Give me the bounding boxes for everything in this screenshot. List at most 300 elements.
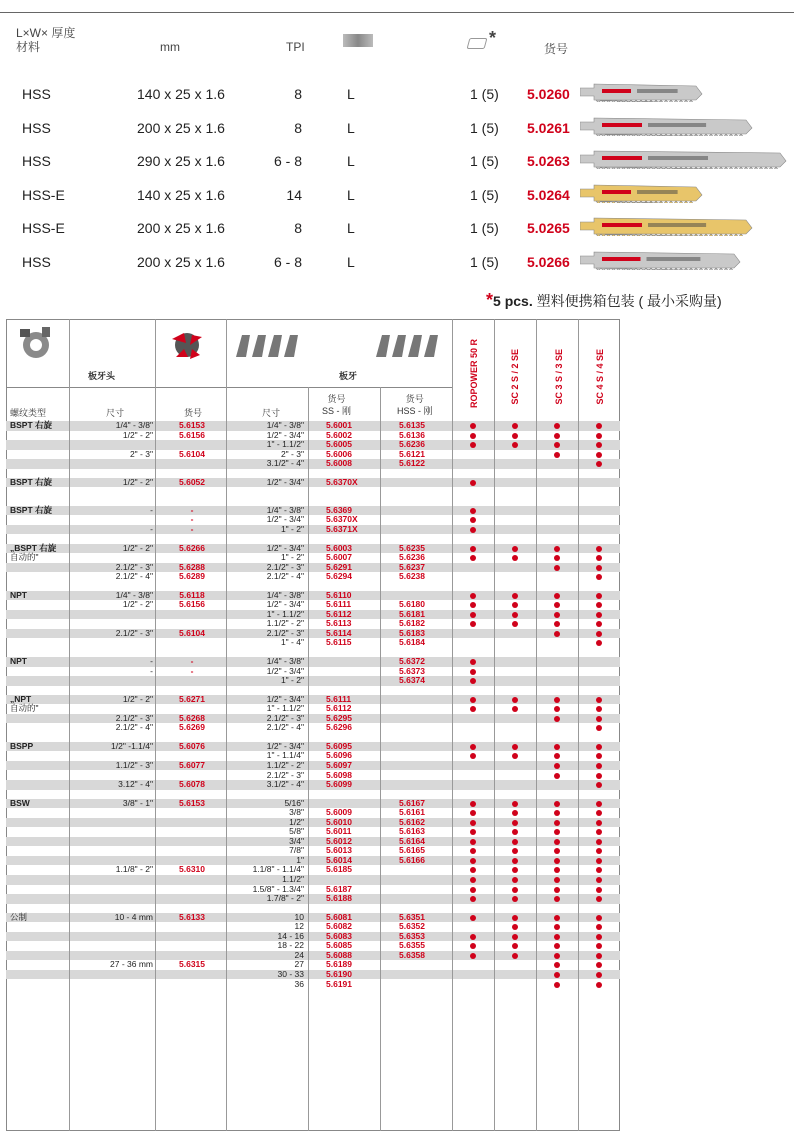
compat-dot (554, 887, 560, 893)
cell-a1: 5.6268 (179, 712, 205, 723)
cell-a3: 5.6165 (399, 845, 425, 856)
compat-dot (470, 820, 476, 826)
compat-dot (596, 953, 602, 959)
cell-a2: 5.6012 (326, 835, 352, 846)
compat-dot (554, 555, 560, 561)
compat-dot (554, 565, 560, 571)
cell-s2: 1/2" - 3/4" (266, 599, 304, 610)
blade-article: 5.0265 (527, 220, 570, 236)
compat-dot (596, 982, 602, 988)
compat-dot (512, 839, 518, 845)
compat-dot (470, 801, 476, 807)
compat-dot (596, 461, 602, 467)
cell-a3: 5.6353 (399, 930, 425, 941)
table-row (6, 676, 620, 686)
col-line (452, 319, 453, 1131)
cell-g: 自动的" (10, 552, 39, 563)
compat-dot (596, 763, 602, 769)
cell-s1: 1/2" -1.1/4" (111, 740, 153, 751)
table-row (6, 619, 620, 629)
cell-s2: 2.1/2" - 4" (266, 722, 304, 733)
cell-a1: - (190, 665, 194, 676)
cell-s2: 1/2" - 3/4" (266, 693, 304, 704)
table-row (6, 421, 620, 431)
compat-dot (596, 753, 602, 759)
cell-a2: 5.6005 (326, 439, 352, 450)
table-row (6, 894, 620, 904)
blade-material: HSS-E (22, 186, 65, 203)
cell-s2: 1.1/2" - 2" (266, 759, 304, 770)
cell-a2: 5.6113 (326, 618, 352, 629)
cell-a2: 5.6009 (326, 807, 352, 818)
blade-material: HSS (22, 86, 51, 102)
blade-letter: L (347, 153, 355, 169)
table-row (6, 799, 620, 809)
compat-dot (554, 753, 560, 759)
blade-tpi: 14 (286, 186, 302, 203)
blade-pack: 1 (5) (470, 86, 499, 102)
table-row (6, 459, 620, 469)
cell-a2: 5.6014 (326, 854, 352, 865)
cell-a2: 5.6295 (326, 712, 352, 723)
cell-a2: 5.6111 (326, 599, 352, 610)
cell-a3: 5.6167 (399, 797, 425, 808)
cell-s2: 1/2" - 3/4" (266, 542, 304, 553)
compat-dot (470, 934, 476, 940)
compat-dot (512, 744, 518, 750)
compat-dot (512, 612, 518, 618)
table-row (6, 761, 620, 771)
size2-header: 尺寸 (262, 408, 281, 418)
cell-s2: 1" (296, 854, 304, 865)
compat-dot (512, 858, 518, 864)
compat-dot (470, 433, 476, 439)
blade-article: 5.0260 (527, 86, 570, 102)
compat-dot (512, 810, 518, 816)
compat-dot (596, 546, 602, 552)
cell-s2: 1/4" - 3/8" (266, 504, 304, 515)
blade-pack: 1 (5) (470, 186, 499, 203)
cell-s2: 2.1/2" - 3" (266, 712, 304, 723)
compat-dot (470, 442, 476, 448)
compat-dot (596, 773, 602, 779)
blade-dims: 290 x 25 x 1.6 (137, 153, 225, 169)
table-row (6, 572, 620, 582)
compat-dot (470, 508, 476, 514)
compat-dot (554, 829, 560, 835)
blade-material: HSS (22, 153, 51, 169)
compat-dot (596, 612, 602, 618)
footnote-star: * (486, 290, 494, 310)
cell-a1: 5.6104 (179, 627, 205, 638)
cell-a3: 5.6180 (399, 599, 425, 610)
cell-a3: 5.6136 (399, 429, 425, 440)
header-tpi: TPI (286, 40, 305, 54)
col-line (536, 319, 537, 1131)
table-row (6, 856, 620, 866)
blade-letter: L (347, 186, 355, 203)
blade-tpi: 6 - 8 (273, 253, 302, 270)
cell-a2: 5.6002 (326, 429, 352, 440)
saw-blade-icon (580, 250, 742, 270)
cell-s1: 27 - 36 mm (110, 959, 153, 970)
cell-s2: 24 (294, 949, 304, 960)
cell-a3: 5.6135 (399, 420, 425, 430)
cell-a3: 5.6355 (399, 940, 425, 951)
compat-dot (554, 982, 560, 988)
compat-dot (554, 621, 560, 627)
table-row (6, 780, 620, 790)
cell-s2: 1.1/8" - 1.1/4" (252, 864, 304, 875)
table-row (6, 922, 620, 932)
cell-g: „NPT (10, 693, 32, 704)
cell-a3: 5.6161 (399, 807, 425, 818)
blade-pack: 1 (5) (470, 153, 499, 169)
compat-dot (554, 972, 560, 978)
cell-a3: 5.6373 (399, 665, 425, 676)
col-line (69, 319, 70, 1131)
machine-sc3: SC 3 S / 3 SE (554, 349, 564, 405)
compat-dot (470, 887, 476, 893)
cell-s1: 2.1/2" - 4" (115, 571, 153, 582)
cell-a2: 5.6294 (326, 571, 352, 582)
cell-a3: 5.6236 (399, 439, 425, 450)
dies-label: 板牙 (339, 371, 358, 381)
cell-a3: 5.6372 (399, 656, 425, 666)
header-mm: mm (160, 40, 180, 54)
cell-s2: 1/4" - 3/8" (266, 589, 304, 600)
compat-dot (512, 896, 518, 902)
compat-dot (470, 953, 476, 959)
compat-dot (512, 943, 518, 949)
cell-g: NPT (10, 656, 27, 666)
cell-a2: 5.6088 (326, 949, 352, 960)
compat-dot (470, 943, 476, 949)
cell-a3: 5.6236 (399, 552, 425, 563)
cell-s2: 14 - 16 (277, 930, 304, 941)
cell-s2: 2.1/2" - 3" (266, 769, 304, 780)
table-row (6, 808, 620, 818)
compat-dot (554, 763, 560, 769)
table-row (6, 704, 620, 714)
article-ss-header: 货号 SS - 刚 (322, 394, 352, 416)
compat-dot (596, 565, 602, 571)
cell-s2: 27 (294, 959, 304, 970)
compat-dot (596, 442, 602, 448)
cell-g: BSPT 右旋 (10, 420, 53, 430)
table-row (6, 506, 620, 516)
compat-dot (470, 829, 476, 835)
cell-s1: 1/4" - 3/8" (115, 420, 153, 430)
table-row (6, 827, 620, 837)
cell-g: „BSPT 右旋 (10, 542, 57, 553)
cell-g: BSPT 右旋 (10, 476, 53, 487)
cell-a2: 5.6007 (326, 552, 352, 563)
cell-a2: 5.6370X (326, 476, 358, 487)
cell-a1: 5.6153 (179, 797, 205, 808)
compat-dot (596, 867, 602, 873)
cell-s1: 1/2" - 2" (122, 542, 153, 553)
header-star: * (489, 28, 497, 48)
saw-blade-icon (580, 82, 704, 102)
compat-dot (554, 915, 560, 921)
compat-dot (470, 744, 476, 750)
cell-s2: 2.1/2" - 3" (266, 561, 304, 572)
compat-dot (512, 887, 518, 893)
table-row (6, 629, 620, 639)
cell-s2: 1/2" - 3/4" (266, 476, 304, 487)
compat-dot (554, 839, 560, 845)
cell-a2: 5.6111 (326, 693, 352, 704)
blade-tpi: 8 (294, 86, 302, 102)
compat-dot (554, 442, 560, 448)
blade-dims: 200 x 25 x 1.6 (137, 220, 225, 236)
cell-a1: - (190, 504, 194, 515)
cell-a3: 5.6182 (399, 618, 425, 629)
compat-dot (596, 934, 602, 940)
compat-dot (512, 546, 518, 552)
compat-dot (470, 839, 476, 845)
compat-dot (554, 810, 560, 816)
compat-dot (596, 858, 602, 864)
table-row (6, 667, 620, 677)
blade-row (0, 112, 794, 145)
cell-s2: 5/8" (289, 826, 304, 837)
footnote-text: 塑料便携箱包装 ( 最小采购量) (532, 293, 722, 309)
header-inner-rule (6, 387, 452, 388)
cell-a2: 5.6114 (326, 627, 352, 638)
cell-a1: 5.6156 (179, 429, 205, 440)
compat-dot (554, 744, 560, 750)
compat-dot (596, 887, 602, 893)
table-row (6, 865, 620, 875)
cell-s1: - (150, 665, 153, 676)
compat-dot (470, 423, 476, 429)
cell-a3: 5.6164 (399, 835, 425, 846)
cell-a1: 5.6077 (179, 759, 205, 770)
cell-a3: 5.6238 (399, 571, 425, 582)
cell-a3: 5.6166 (399, 854, 425, 865)
cell-a2: 5.6001 (326, 420, 352, 430)
cell-s2: 1" - 1.1/4" (266, 750, 304, 761)
blade-dims: 200 x 25 x 1.6 (137, 119, 225, 136)
compat-dot (470, 753, 476, 759)
dies-grey-icon-2 (374, 329, 446, 359)
cell-s2: 1/2" - 3/4" (266, 740, 304, 751)
cell-s2: 1" - 2" (280, 552, 304, 563)
compat-dot (596, 915, 602, 921)
cell-s1: 2" - 3" (129, 448, 153, 459)
blade-material: HSS (22, 253, 51, 270)
cell-a2: 5.6370X (326, 514, 358, 525)
compat-dot (596, 725, 602, 731)
compat-dot (512, 934, 518, 940)
col-line (578, 319, 579, 1131)
compat-dot (470, 858, 476, 864)
blade-dims: 140 x 25 x 1.6 (137, 186, 225, 203)
cell-a1: 5.6076 (179, 740, 205, 751)
cell-s1: 2.1/2" - 3" (115, 561, 153, 572)
cell-s2: 1.1/2" (282, 874, 304, 884)
compat-dot (554, 896, 560, 902)
cell-a2: 5.6291 (326, 561, 352, 572)
compat-dot (554, 452, 560, 458)
col-line (494, 319, 495, 1131)
cell-a2: 5.6187 (326, 883, 352, 894)
compat-dot (512, 915, 518, 921)
compat-dot (470, 546, 476, 552)
saw-blade-icon (580, 183, 704, 203)
table-row (6, 450, 620, 460)
table-row (6, 553, 620, 563)
compat-dot (512, 820, 518, 826)
cell-s2: 36 (294, 978, 304, 989)
table-row (6, 913, 620, 923)
compat-dot (470, 810, 476, 816)
cell-a2: 5.6085 (326, 940, 352, 951)
compat-dot (596, 452, 602, 458)
cell-a2: 5.6189 (326, 959, 352, 970)
col-line (155, 319, 156, 1131)
blade-letter: L (347, 220, 355, 236)
cell-a3: 5.6374 (399, 675, 425, 686)
compat-dot (554, 962, 560, 968)
cell-a3: 5.6162 (399, 816, 425, 827)
compat-dot (554, 602, 560, 608)
compat-dot (554, 423, 560, 429)
cell-a1: 5.6156 (179, 599, 205, 610)
compat-dot (596, 555, 602, 561)
compat-dot (554, 697, 560, 703)
cell-s2: 1/2" (289, 816, 304, 827)
table-row (6, 478, 620, 488)
compat-dot (596, 896, 602, 902)
compat-dot (596, 962, 602, 968)
compat-dot (554, 924, 560, 930)
thread-type-header: 螺纹类型 (10, 408, 47, 418)
cell-a3: 5.6121 (399, 448, 425, 459)
compat-dot (554, 820, 560, 826)
compat-dot (512, 829, 518, 835)
blade-row (0, 145, 794, 178)
cell-a2: 5.6006 (326, 448, 352, 459)
compat-dot (470, 527, 476, 533)
compat-dot (596, 943, 602, 949)
compat-dot (596, 574, 602, 580)
table-row (6, 960, 620, 970)
cell-a1: 5.6078 (179, 779, 205, 790)
compat-dot (470, 517, 476, 523)
cell-s1: 1/2" - 2" (122, 429, 153, 440)
cell-s1: - (150, 504, 153, 515)
blade-tpi: 8 (294, 119, 302, 136)
table-row (6, 695, 620, 705)
cell-s1: 2.1/2" - 4" (115, 722, 153, 733)
saw-blade-icon (580, 116, 754, 136)
compat-dot (512, 442, 518, 448)
table-row (6, 818, 620, 828)
compat-dot (470, 612, 476, 618)
cell-a1: 5.6288 (179, 561, 205, 572)
table-row (6, 638, 620, 648)
compat-dot (470, 877, 476, 883)
cell-s2: 18 - 22 (277, 940, 304, 951)
cell-s2: 1" - 2" (280, 523, 304, 534)
table-row (6, 885, 620, 895)
compat-dot (596, 423, 602, 429)
blade-row (0, 246, 794, 279)
compat-dot (596, 716, 602, 722)
compat-dot (596, 839, 602, 845)
cell-s1: 1/2" - 2" (122, 693, 153, 704)
compat-dot (554, 867, 560, 873)
compat-dot (470, 555, 476, 561)
compat-dot (512, 953, 518, 959)
cell-a2: 5.6008 (326, 458, 352, 469)
cell-s1: 1/2" - 2" (122, 599, 153, 610)
table-row (6, 610, 620, 620)
blade-article: 5.0264 (527, 186, 570, 203)
cell-a1: 5.6133 (179, 911, 205, 922)
cell-a1: - (190, 523, 194, 534)
compat-dot (596, 810, 602, 816)
package-icon (467, 38, 488, 49)
cell-s2: 1.5/8" - 1.3/4" (252, 883, 304, 894)
compat-dot (554, 848, 560, 854)
cell-g: BSW (10, 797, 30, 808)
compat-dot (470, 593, 476, 599)
cell-a2: 5.6188 (326, 893, 352, 904)
col-line (380, 387, 381, 1131)
blade-pack: 1 (5) (470, 253, 499, 270)
compat-dot (512, 867, 518, 873)
compat-dot (596, 801, 602, 807)
compat-dot (554, 877, 560, 883)
dies-grey-icon (234, 329, 306, 359)
cell-a3: 5.6184 (399, 637, 425, 648)
table-row (6, 951, 620, 961)
cell-a2: 5.6082 (326, 921, 352, 932)
cell-s2: 7/8" (289, 845, 304, 856)
compat-dot (470, 848, 476, 854)
article-hss-header: 货号 HSS - 刚 (397, 394, 433, 416)
table-row (6, 515, 620, 525)
compat-dot (554, 953, 560, 959)
header-material: 材料 (16, 40, 41, 54)
machine-ropower: ROPOWER 50 R (469, 339, 479, 409)
col-line (308, 387, 309, 1131)
blade-tpi: 8 (294, 220, 302, 236)
compat-dot (470, 896, 476, 902)
cell-a2: 5.6296 (326, 722, 352, 733)
cell-s1: 10 - 4 mm (114, 911, 153, 922)
blade-row (0, 212, 794, 245)
cell-a2: 5.6185 (326, 864, 352, 875)
header-article: 货号 (544, 42, 569, 56)
cell-s2: 1.7/8" - 2" (266, 893, 304, 904)
blade-shape-icon (343, 34, 373, 47)
cell-s2: 1/2" - 3/4" (266, 665, 304, 676)
cell-a1: 5.6269 (179, 722, 205, 733)
compat-dot (554, 773, 560, 779)
compat-dot (596, 602, 602, 608)
diehead-label: 板牙头 (88, 371, 116, 381)
cell-a2: 5.6099 (326, 779, 352, 790)
compat-dot (554, 546, 560, 552)
cell-a3: 5.6181 (399, 608, 425, 619)
size1-header: 尺寸 (106, 408, 125, 418)
compat-dot (554, 716, 560, 722)
